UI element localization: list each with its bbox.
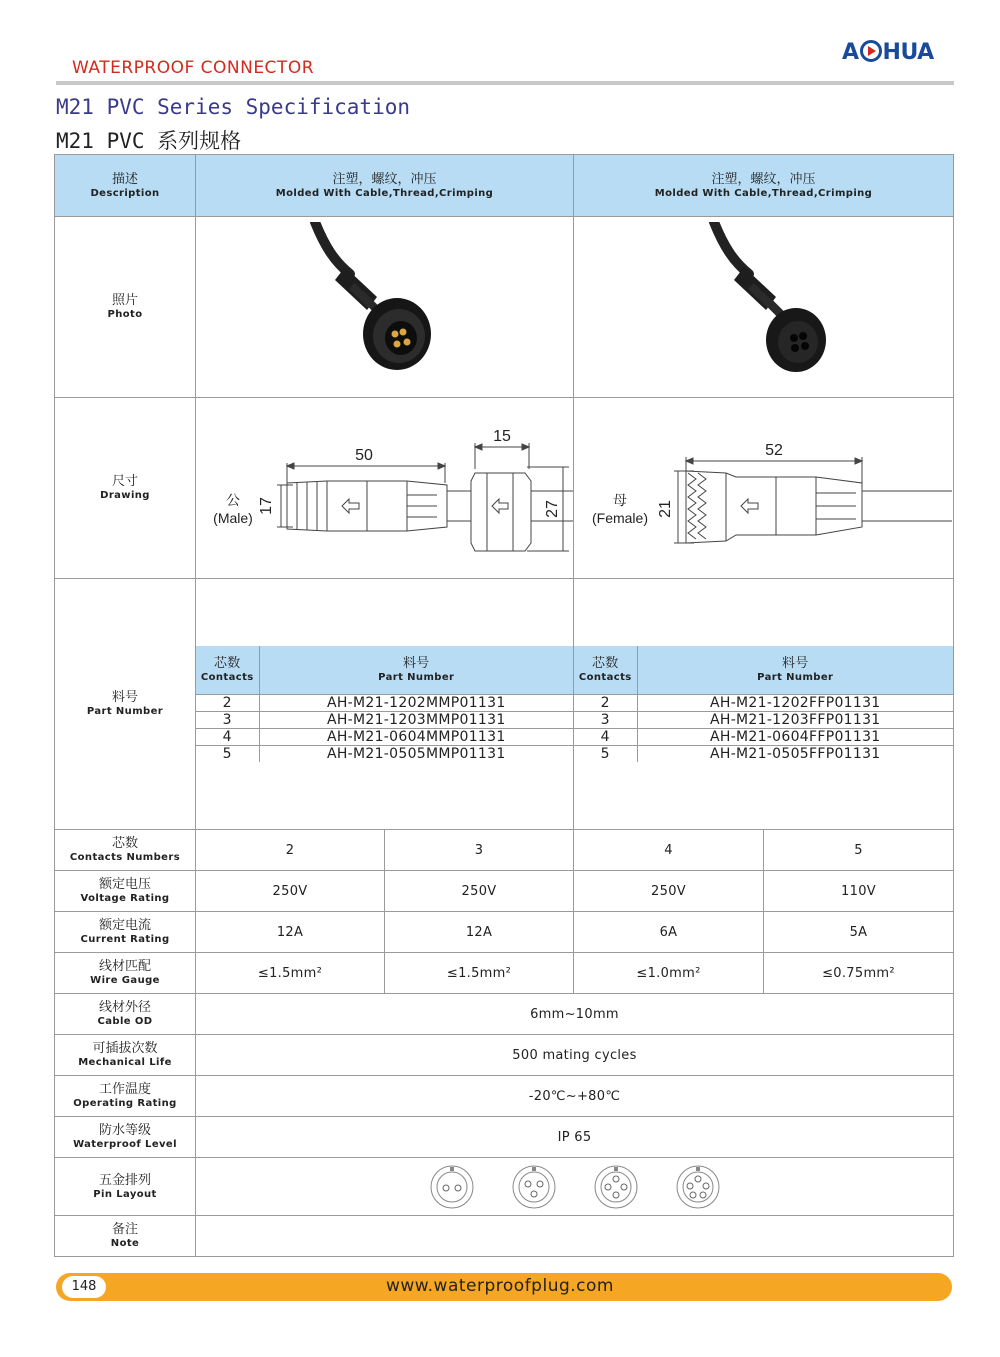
female-connector-photo — [574, 217, 954, 398]
logo-o-arrow-icon — [860, 40, 882, 62]
photo-label: 照片 Photo — [55, 217, 196, 398]
spec-row-wire-gauge: 线材匹配 Wire Gauge ≤1.5mm² ≤1.5mm² ≤1.0mm² ≤0.75mm² — [55, 953, 954, 994]
description-male: 注塑，螺纹，冲压 Molded With Cable,Thread,Crimping — [196, 155, 574, 217]
table-row: 4 AH-M21-0604MMP01131 — [196, 728, 573, 745]
part-number-cell: AH-M21-1203MMP01131 — [259, 711, 573, 728]
part-number-cell: AH-M21-0505FFP01131 — [637, 745, 953, 762]
spec-row-pin-layout: 五金排列 Pin Layout — [55, 1158, 954, 1216]
spec-row-mechanical-life: 可插拔次数 Mechanical Life 500 mating cycles — [55, 1035, 954, 1076]
table-row: 5 AH-M21-0505FFP01131 — [574, 745, 953, 762]
female-part-numbers — [574, 579, 954, 830]
male-part-table — [196, 646, 573, 762]
female-label-en: (Female) — [591, 510, 648, 526]
3-pin-layout-icon — [511, 1164, 557, 1210]
part-number-cell: AH-M21-1202FFP01131 — [637, 694, 953, 711]
spec-table — [54, 154, 954, 1257]
male-connector-photo — [196, 217, 574, 398]
section-title: WATERPROOF CONNECTOR — [72, 58, 315, 78]
header-divider — [56, 81, 954, 85]
description-female: 注塑，螺纹，冲压 Molded With Cable,Thread,Crimping — [574, 155, 954, 217]
male-drawing — [196, 398, 574, 579]
male-pn-header: 料号 Part Number — [259, 646, 573, 694]
part-number-cell: AH-M21-0604FFP01131 — [637, 728, 953, 745]
page-title-en: M21 PVC Series Specification — [56, 95, 411, 119]
table-row: 2 AH-M21-1202FFP01131 — [574, 694, 953, 711]
female-label-cn: 母 — [612, 492, 627, 508]
page-number: 148 — [62, 1276, 106, 1298]
male-diameter-dim: 17 — [257, 497, 275, 515]
male-connector-image — [285, 222, 485, 392]
male-part-numbers — [196, 579, 574, 830]
male-label-cn: 公 — [225, 492, 240, 508]
brand-logo: A HUA — [842, 40, 934, 65]
spec-row-cable-od: 线材外径 Cable OD 6mm~10mm — [55, 994, 954, 1035]
spec-row-current: 额定电流 Current Rating 12A 12A 6A 5A — [55, 912, 954, 953]
male-contacts-header: 芯数 Contacts — [196, 646, 259, 694]
note-value — [196, 1216, 954, 1257]
female-dimension-drawing — [576, 403, 952, 573]
female-drawing — [574, 398, 954, 579]
drawing-label: 尺寸 Drawing — [55, 398, 196, 579]
description-label: 描述 Description — [55, 155, 196, 217]
female-connector-image — [664, 222, 864, 392]
female-length-dim: 52 — [764, 442, 783, 459]
table-row: 3 AH-M21-1203FFP01131 — [574, 711, 953, 728]
male-cap-width-dim: 15 — [492, 428, 511, 445]
table-row: 3 AH-M21-1203MMP01131 — [196, 711, 573, 728]
4-pin-layout-icon — [593, 1164, 639, 1210]
male-label-en: (Male) — [212, 510, 253, 526]
male-dimension-drawing — [197, 403, 573, 573]
female-part-table — [574, 646, 953, 762]
spec-row-note: 备注 Note — [55, 1216, 954, 1257]
table-row: 2 AH-M21-1202MMP01131 — [196, 694, 573, 711]
part-number-cell: AH-M21-1203FFP01131 — [637, 711, 953, 728]
2-pin-layout-icon — [429, 1164, 475, 1210]
5-pin-layout-icon — [675, 1164, 721, 1210]
male-length-dim: 50 — [354, 447, 373, 464]
female-contacts-header: 芯数 Contacts — [574, 646, 637, 694]
table-row: 4 AH-M21-0604FFP01131 — [574, 728, 953, 745]
table-row: 5 AH-M21-0505MMP01131 — [196, 745, 573, 762]
footer-url[interactable]: www.waterproofplug.com — [386, 1276, 614, 1296]
spec-row-waterproof: 防水等级 Waterproof Level IP 65 — [55, 1117, 954, 1158]
part-number-cell: AH-M21-0505MMP01131 — [259, 745, 573, 762]
spec-row-contacts: 芯数 Contacts Numbers 2 3 4 5 — [55, 830, 954, 871]
male-cap-height-dim: 27 — [543, 500, 561, 518]
female-pn-header: 料号 Part Number — [637, 646, 953, 694]
part-number-cell: AH-M21-1202MMP01131 — [259, 694, 573, 711]
female-diameter-dim: 21 — [656, 500, 674, 518]
page-title-cn: M21 PVC 系列规格 — [56, 129, 242, 153]
spec-row-voltage: 额定电压 Voltage Rating 250V 250V 250V 110V — [55, 871, 954, 912]
spec-row-operating: 工作温度 Operating Rating -20℃~+80℃ — [55, 1076, 954, 1117]
part-number-cell: AH-M21-0604MMP01131 — [259, 728, 573, 745]
part-number-label: 料号 Part Number — [55, 579, 196, 830]
pin-layout-icons — [196, 1164, 953, 1210]
